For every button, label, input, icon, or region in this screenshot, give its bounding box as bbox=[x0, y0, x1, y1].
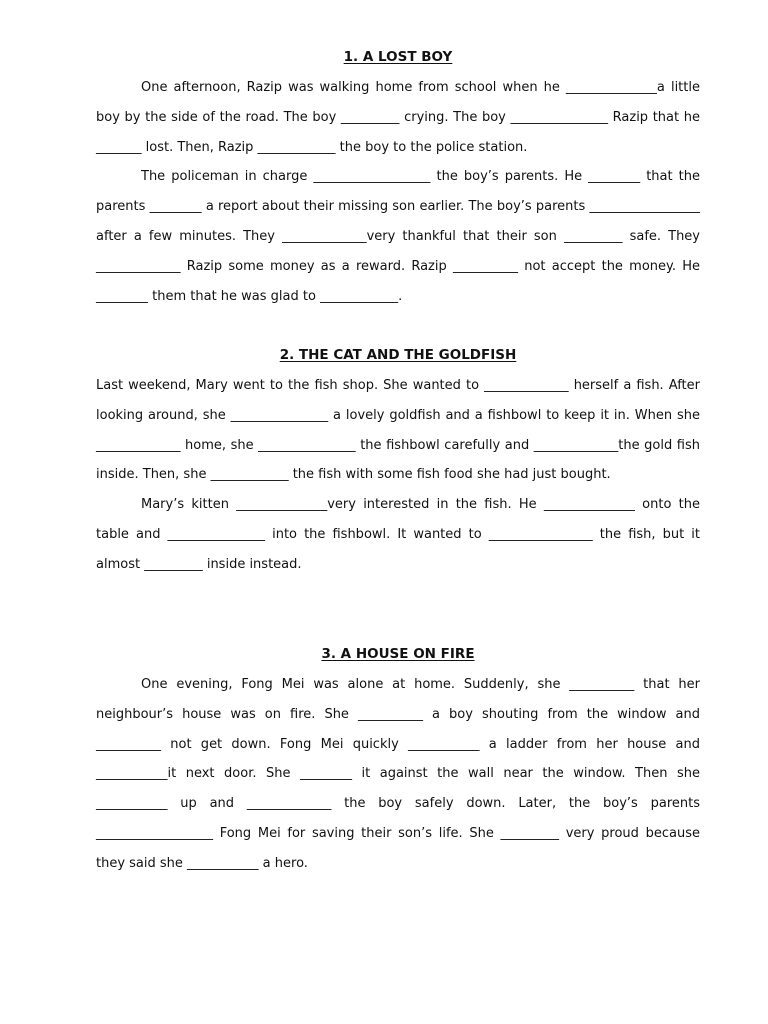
paragraph: The policeman in charge __________________ the boy’s parents. He ________ that the parents ________ a report about their missing son earlier. The boy’s parents _________________ after a few minutes. They _____________very thankful that their son _________ safe. They _____________ Razip some money as a reward. Razip __________ not accept the money. He ________ them that he was glad to ____________. bbox=[96, 169, 700, 304]
paragraph: Last weekend, Mary went to the fish shop. She wanted to _____________ herself a fish. After looking around, she _______________ a lovely goldfish and a fishbowl to keep it in. When she _____________ home, she _______________ the fishbowl carefully and _____________the gold fish inside. Then, she ____________ the fish with some fish food she had just bought. bbox=[96, 378, 700, 483]
section-cat-and-goldfish bbox=[96, 345, 700, 580]
section-body bbox=[96, 73, 700, 311]
section-title: 1. A LOST BOY bbox=[343, 49, 453, 65]
paragraph: Mary’s kitten ______________very interested in the fish. He ______________ onto the table and _______________ into the fishbowl. It wanted to ________________ the fish, but it almost _________ inside instead. bbox=[96, 497, 700, 572]
section-title: 3. A HOUSE ON FIRE bbox=[321, 646, 475, 662]
section-house-on-fire bbox=[96, 644, 700, 879]
section-a-lost-boy bbox=[96, 47, 700, 311]
paragraph: One evening, Fong Mei was alone at home. Suddenly, she __________ that her neighbour’s house was on fire. She __________ a boy shouting from the window and __________ not get down. Fong Mei quickly ___________ a ladder from her house and ___________it next door. She ________ it against the wall near the window. Then she ___________ up and _____________ the boy safely down. Later, the boy’s parents __________________ Fong Mei for saving their son’s life. She _________ very proud because they said she ___________ a hero. bbox=[96, 677, 700, 871]
section-title: 2. THE CAT AND THE GOLDFISH bbox=[279, 347, 517, 363]
section-body bbox=[96, 670, 700, 879]
section-body bbox=[96, 371, 700, 580]
paragraph: One afternoon, Razip was walking home from school when he ______________a little boy by the side of the road. The boy _________ crying. The boy _______________ Razip that he _______ lost. Then, Razip ____________ the boy to the police station. bbox=[96, 80, 700, 155]
